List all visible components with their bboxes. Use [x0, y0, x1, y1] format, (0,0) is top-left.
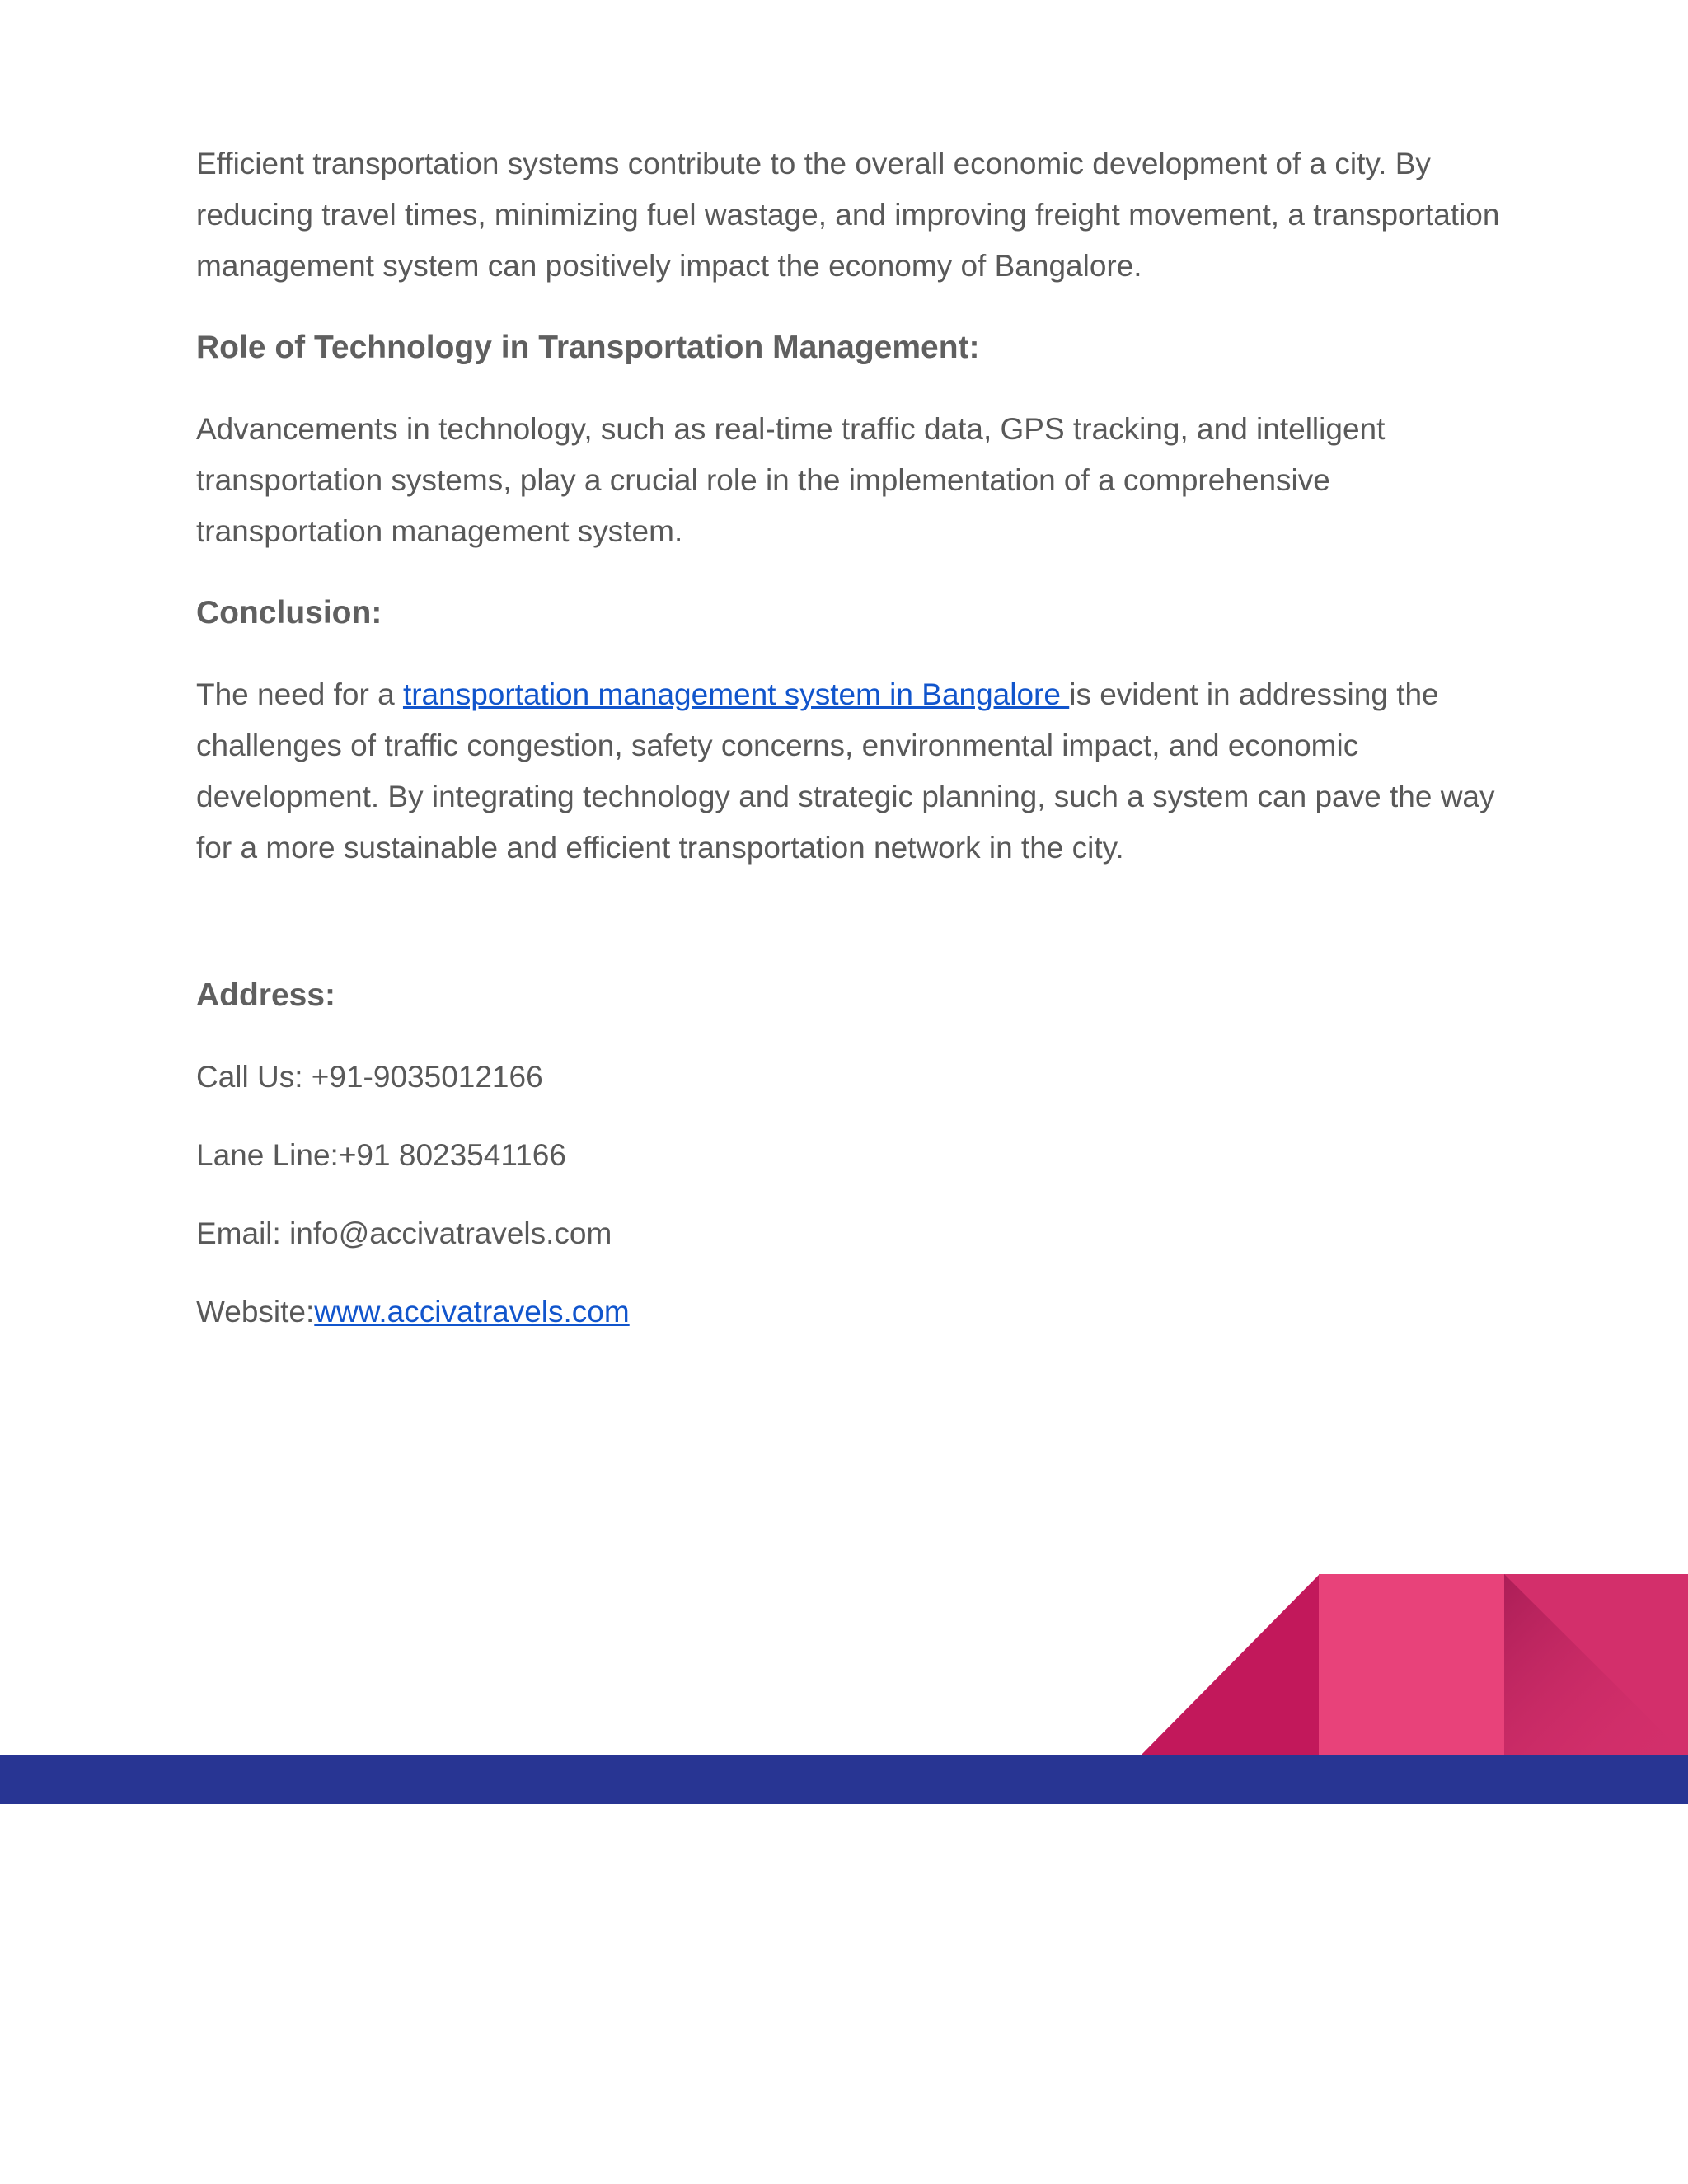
website-label: Website:: [196, 1295, 315, 1329]
heading-address: Address:: [196, 977, 336, 1013]
footer-blue-band: [0, 1755, 1688, 1804]
paragraph-technology: Advancements in technology, such as real-time traffic data, GPS tracking, and intelligent transportation systems, play a crucial role in the implementation of a comprehensive transportation management system.: [196, 412, 1386, 548]
heading-technology: Role of Technology in Transportation Management:: [196, 330, 980, 365]
footer-triangle-shape: [1139, 1574, 1320, 1757]
conclusion-text-end: is evident in addressing the challenges of traffic congestion, safety concerns, environmental impact, and economic development. By integrating technology and strategic planning, such a system can pave the way for a more sustainable and efficient transportation network in the city.: [196, 677, 1495, 865]
footer-pink-block: [1319, 1574, 1505, 1757]
email-line: Email: info@accivatravels.com: [196, 1216, 612, 1250]
conclusion-text-start: The need for a: [196, 677, 403, 711]
landline-line: Lane Line:+91 8023541166: [196, 1138, 566, 1172]
footer-decoration: [0, 1566, 1688, 1813]
document-page: [196, 138, 1515, 1338]
website-line: [196, 1286, 1515, 1338]
heading-conclusion: Conclusion:: [196, 595, 382, 630]
tms-bangalore-link[interactable]: transportation management system in Bangalore: [402, 677, 1070, 711]
paragraph-conclusion: [196, 669, 1515, 874]
website-link[interactable]: www.accivatravels.com: [314, 1295, 630, 1329]
call-us-line: Call Us: +91-9035012166: [196, 1060, 543, 1094]
paragraph-economic: Efficient transportation systems contribute to the overall economic development of a city. By reducing travel times, minimizing fuel wastage, and improving freight movement, a transportation management system can positively impact the economy of Bangalore.: [196, 147, 1500, 283]
